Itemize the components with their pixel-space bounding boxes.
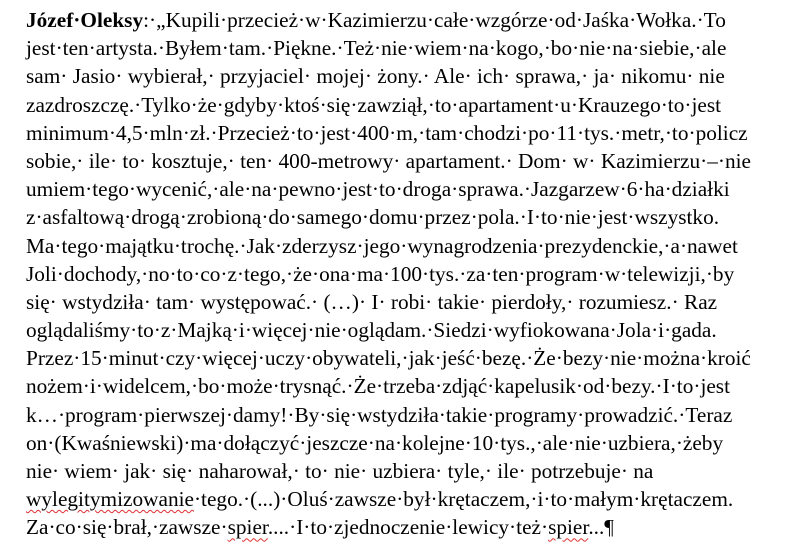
text-line-18-rest: ·tego.·(...)·Oluś·zawsze·był·krętaczem,·i·to·małym·krętaczem.	[193, 487, 734, 512]
text-line-3: sam· Jasio· wybierał,· przyjaciel· mojej· żony.· Ale· ich· sprawa,· ja· nikomu· nie	[26, 64, 725, 89]
text-line-18	[26, 485, 786, 513]
text-line-11: się· wstydziła· tam· występować.· (…)· I· robi· takie· pierdoły,· rozumiesz.· Raz	[26, 289, 718, 314]
text-line-14: nożem·i·widelcem,·bo·może·trysnąć.·Że·trzeba·zdjąć·kapelusik·od·bezy.·I·to·jest	[26, 374, 731, 399]
text-line-16: on·(Kwaśniewski)·ma·dołączyć·jeszcze·na·kolejne·10·tys.,·ale·nie·uzbiera,·żeby	[26, 430, 724, 455]
text-line-6: sobie,· ile· to· kosztuje,· ten· 400-metrowy· apartament.· Dom· w· Kazimierzu·–·nie	[26, 148, 752, 173]
spelling-error-word[interactable]: spier	[227, 515, 268, 540]
text-line-8: z·asfaltową·drogą·zrobioną·do·samego·domu·przez·pola.·I·to·nie·jest·wszystko.	[26, 205, 720, 230]
text-line-19-after: ...	[588, 515, 605, 540]
text-line-10: Joli·dochody,·no·to·co·z·tego,·że·ona·ma·100·tys.·za·ten·program·w·telewizji,·by	[26, 261, 735, 286]
text-line-5: minimum·4,5·mln·zł.·Przecież·to·jest·400·m,·tam·chodzi·po·11·tys.·metr,·to·policz	[26, 120, 748, 145]
text-line-7: umiem·tego·wycenić,·ale·na·pewno·jest·to·droga·sprawa.·Jazgarzew·6·ha·działki	[26, 177, 730, 202]
text-line-15: k…·program·pierwszej·damy!·By·się·wstydziła·takie·programy·prowadzić.·Teraz	[26, 402, 733, 427]
text-line-4: zazdroszczę.·Tylko·że·gdyby·ktoś·się·zawziął,·to·apartament·u·Krauzego·to·jest	[26, 92, 722, 117]
document-page[interactable]	[26, 6, 786, 542]
text-line-1-content: :·„Kupili·przecież·w·Kazimierzu·całe·wzgórze·od·Jaśka·Wołka.·To	[143, 8, 726, 32]
text-line-12: oglądaliśmy·to·z·Majką·i·więcej·nie·oglądam.·Siedzi·wyfiokowana·Jola·i·gada.	[26, 318, 717, 343]
speaker-name: Józef·Oleksy	[26, 8, 144, 32]
text-line-1	[26, 6, 786, 34]
pilcrow-icon: ¶	[604, 515, 614, 540]
text-line-19-middle: ....·I·to·zjednoczenie·lewicy·też·	[267, 515, 549, 540]
text-line-19-before: Za·co·się·brał,·zawsze·	[26, 515, 228, 540]
text-line-9: Ma·tego·majątku·trochę.·Jak·zderzysz·jego·wynagrodzenia·prezydenckie,·a·nawet	[26, 233, 738, 258]
spelling-error-word[interactable]: spier	[548, 515, 589, 540]
spelling-error-word[interactable]: wylegitymizowanie	[26, 487, 194, 512]
text-line-17: nie· wiem· jak· się· naharował,· to· nie· uzbiera· tyle,· ile· potrzebuje· na	[26, 459, 654, 483]
text-line-13: Przez·15·minut·czy·więcej·uczy·obywateli,·jak·jeść·bezę.·Że·bezy·nie·można·kroić	[26, 346, 751, 371]
text-line-19	[26, 513, 786, 541]
text-line-2: jest·ten·artysta.·Byłem·tam.·Piękne.·Też·nie·wiem·na·kogo,·bo·nie·na·siebie,·ale	[26, 36, 727, 61]
